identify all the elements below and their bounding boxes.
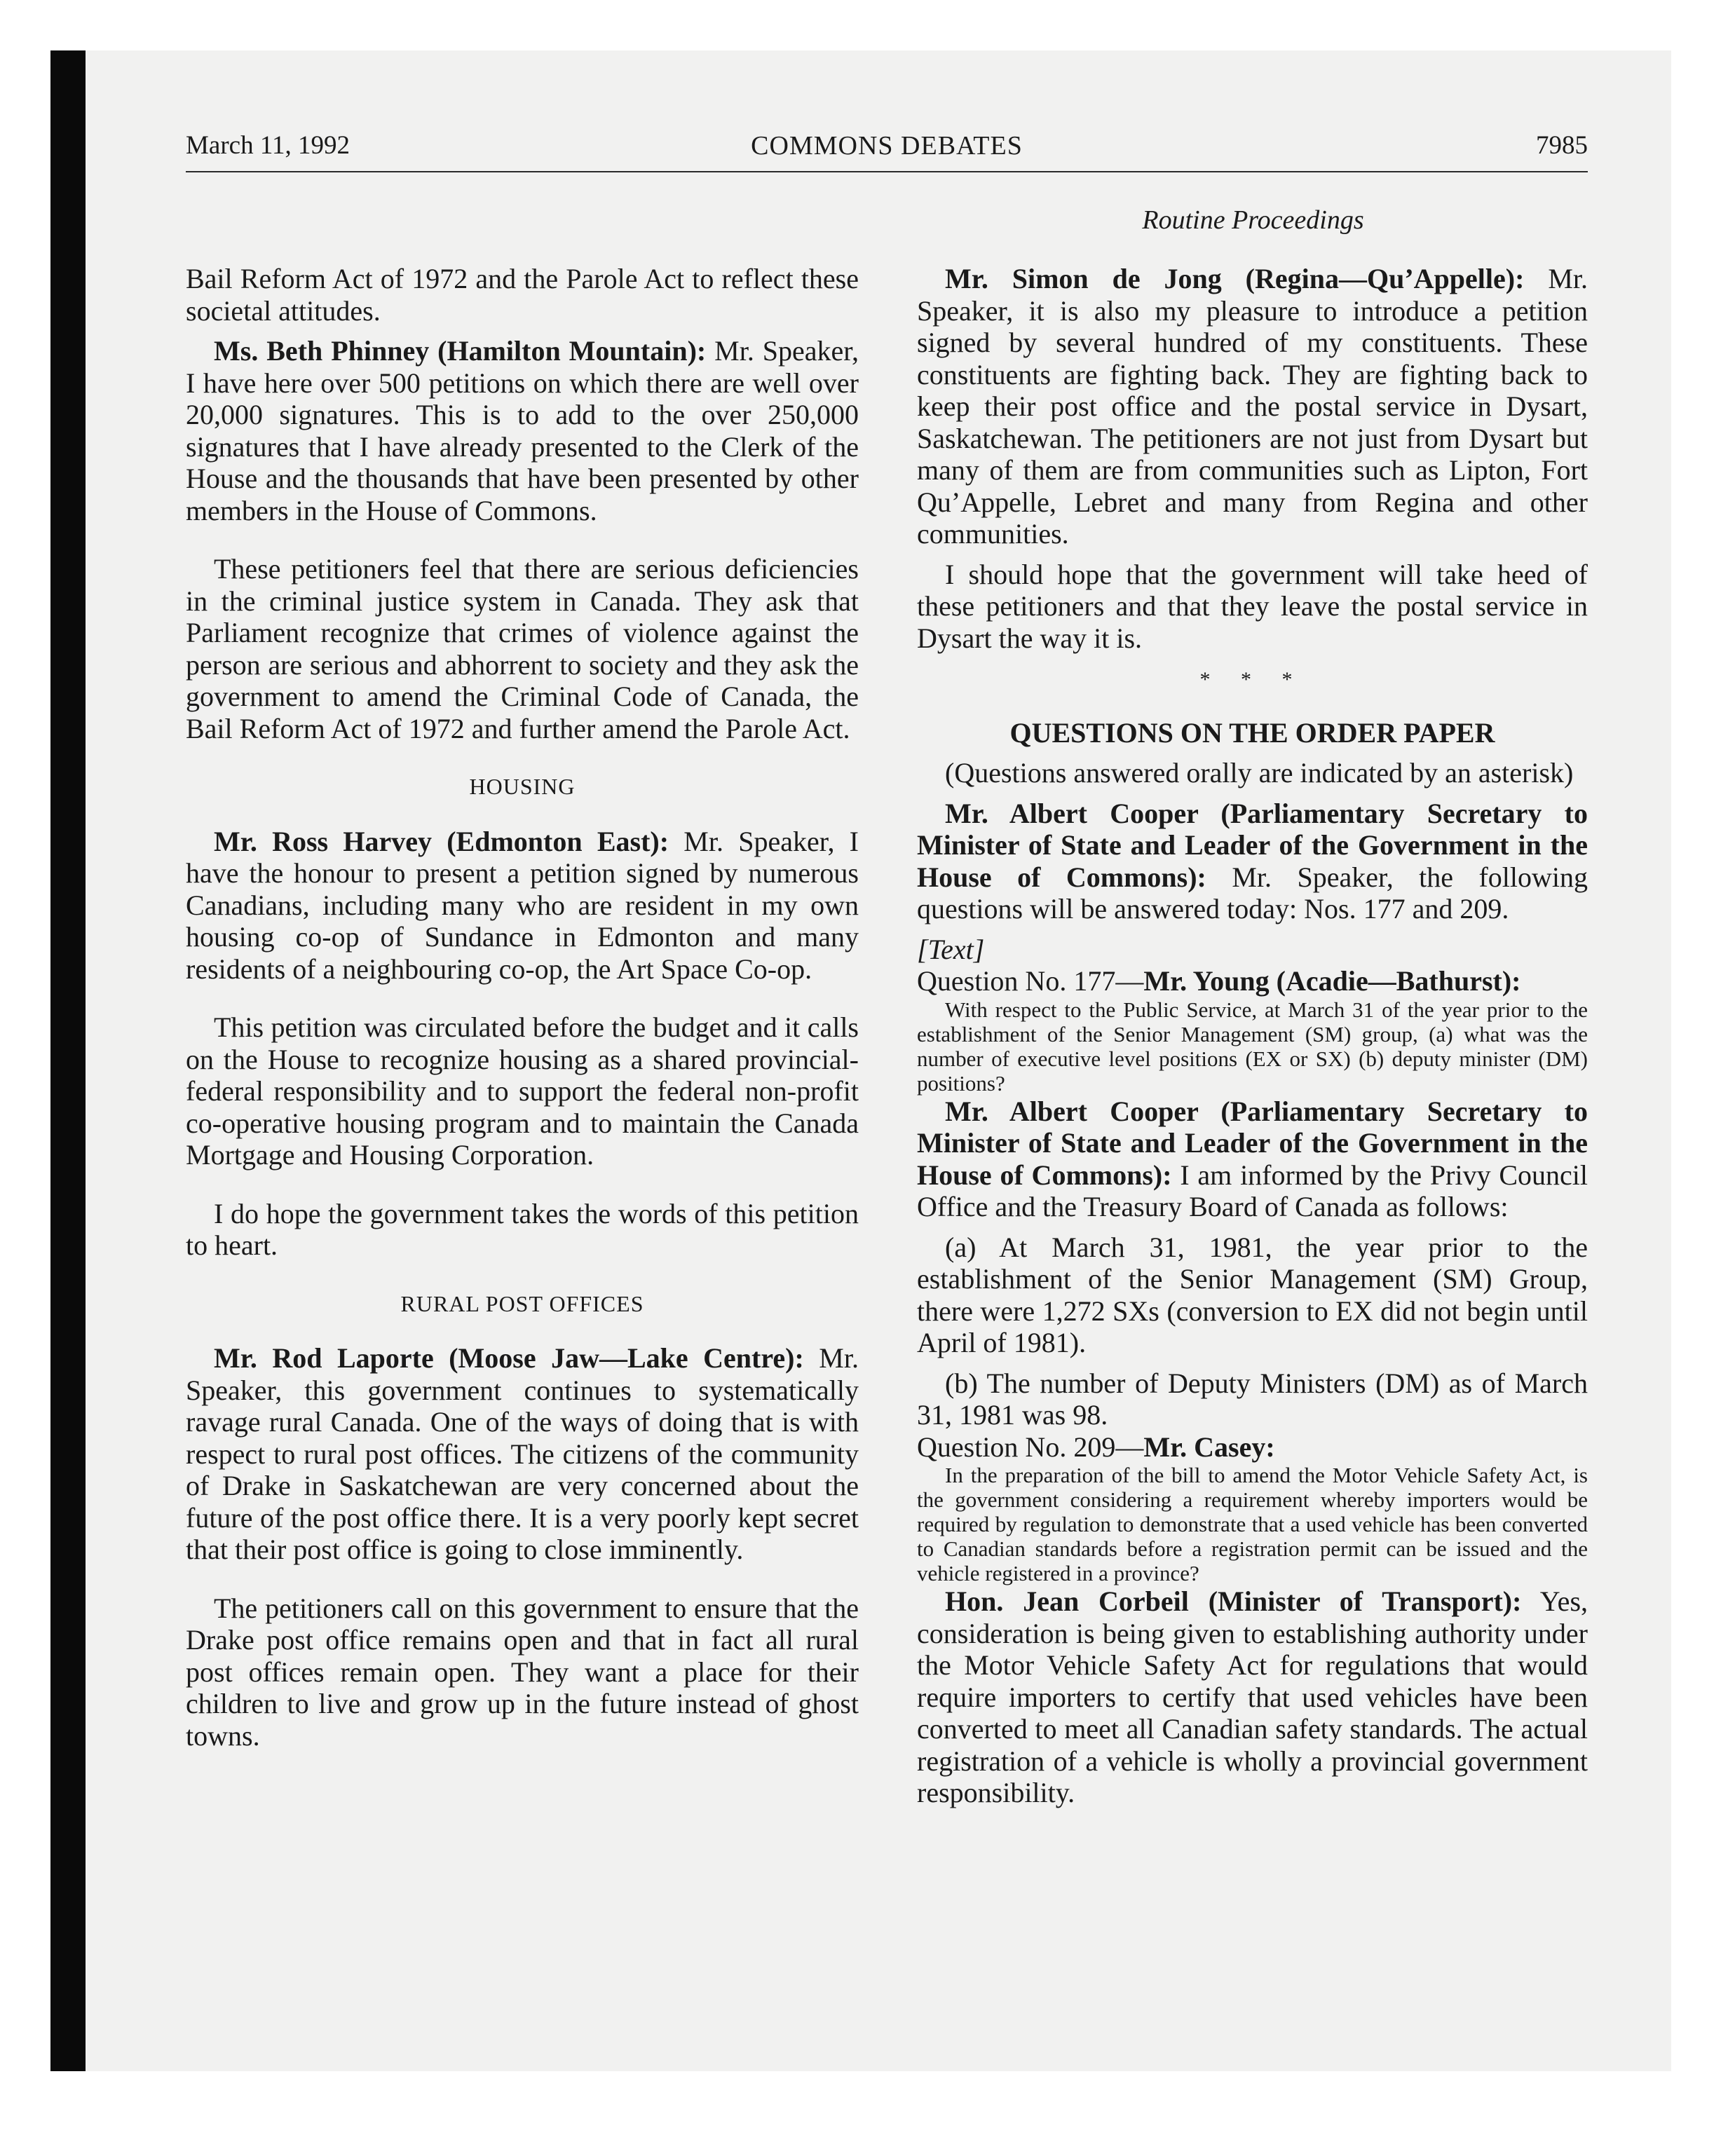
paragraph: (a) At March 31, 1981, the year prior to the establishment of the Senior Management (SM) Group, there were 1,272 SXs (conversion to EX did not begin until April of 1981). [917,1231,1588,1358]
paragraph [186,335,859,526]
paragraph: This petition was circulated before the budget and it calls on the House to recognize housing as a shared provincial-federal responsibility and to support the federal non-profit co-operative housing program and to maintain the Canada Mortgage and Housing Corporation. [186,1011,859,1171]
question-text: With respect to the Public Service, at March 31 of the year prior to the establishment of the Senior Management (SM) group, (a) what was the number of executive level positions (EX or SX) (b) deputy minister (DM) positions? [917,997,1588,1096]
paragraph [917,1585,1588,1809]
speaker-name: Mr. Ross Harvey (Edmonton East): [214,825,669,857]
speech-text: Mr. Speaker, I have here over 500 petitions on which there are well over 20,000 signatures. This is to add to the over 250,000 signatures that I have already presented to the Clerk of the House and the thousands that have been presented by other members in the House of Commons. [186,335,859,526]
speaker-name: Hon. Jean Corbeil (Minister of Transport): [945,1585,1522,1617]
question-heading [917,1431,1588,1464]
paragraph: (Questions answered orally are indicated by an asterisk) [945,757,1574,789]
section-heading-questions: QUESTIONS ON THE ORDER PAPER [1009,716,1495,749]
paragraph: I do hope the government takes the words of this petition to heart. [186,1197,859,1261]
paragraph [186,1342,859,1566]
speaker-name: Mr. Albert Cooper (Parliamentary Secretary to Minister of State and Leader of the Government in the House of Commons): [917,797,1588,893]
scan-edge-bar [50,50,86,2071]
speaker-name: Mr. Rod Laporte (Moose Jaw—Lake Centre): [214,1342,804,1374]
question-number: Question No. 209— [917,1431,1144,1463]
text-label: [Text] [917,933,985,965]
paragraph: I should hope that the government will take heed of these petitioners and that they leave the postal service in Dysart the way it is. [917,558,1588,654]
page-number: 7985 [1536,131,1588,160]
paragraph: Bail Reform Act of 1972 and the Parole Act to reflect these societal attitudes. [186,263,859,327]
running-head: Routine Proceedings [1142,205,1364,235]
speaker-name: Ms. Beth Phinney (Hamilton Mountain): [214,335,707,367]
header-date: March 11, 1992 [186,131,350,160]
speech-text: Mr. Speaker, this government continues to systematically ravage rural Canada. One of the ways of doing that is with respect to rural post offices. The citizens of the community of Drake in Saskatchewan are very concerned about the future of the post office there. It is a very poorly kept secret that their post office is going to close imminently. [186,1342,859,1565]
section-heading-rural-post-offices: RURAL POST OFFICES [400,1290,644,1316]
header-title: COMMONS DEBATES [751,131,1023,161]
paragraph: (b) The number of Deputy Ministers (DM) as of March 31, 1981 was 98. [917,1367,1588,1431]
right-column [917,263,1588,1809]
header-rule [186,171,1588,172]
section-separator-stars: * * * [1199,668,1305,691]
left-column [186,263,859,1752]
speaker-name: Mr. Albert Cooper (Parliamentary Secretary to Minister of State and Leader of the Government in the House of Commons): [917,1095,1588,1191]
question-heading [917,965,1588,997]
question-text: In the preparation of the bill to amend the Motor Vehicle Safety Act, is the government considering a requirement whereby importers would be required by regulation to demonstrate that a used vehicle has been converted to Canadian standards before a registration permit can be issued and the vehicle registered in a province? [917,1463,1588,1585]
speech-text: I am informed by the Privy Council Office and the Treasury Board of Canada as follows: [917,1159,1588,1222]
section-heading-housing: HOUSING [469,774,576,799]
speech-text: Mr. Speaker, the following questions will be answered today: Nos. 177 and 209. [917,861,1588,925]
speech-text: Mr. Speaker, it is also my pleasure to introduce a petition signed by several hundred of my constituents. These constituents are fighting back. They are fighting back to keep their post office and the postal service in Dysart, Saskatchewan. The petitioners are not just from Dysart but many of them are from communities such as Lipton, Fort Qu’Appelle, Lebret and many from Regina and other communities. [917,263,1588,550]
question-member: Mr. Young (Acadie—Bathurst): [1143,965,1521,997]
speech-text: Mr. Speaker, I have the honour to present a petition signed by numerous Canadians, including many who are resident in my own housing co-op of Sundance in Edmonton and many residents of a neighbouring co-op, the Art Space Co-op. [186,825,859,985]
speaker-name: Mr. Simon de Jong (Regina—Qu’Appelle): [945,263,1525,294]
paragraph [917,263,1588,550]
paragraph [917,1096,1588,1223]
question-member: Mr. Casey: [1143,1431,1275,1463]
paragraph [917,798,1588,925]
paragraph [186,826,859,985]
speech-text: Yes, consideration is being given to establishing authority under the Motor Vehicle Safety Act for regulations that would require importers to certify that used vehicles have been converted to meet all Canadian safety standards. The actual registration of a vehicle is wholly a provincial government responsibility. [917,1585,1588,1808]
paragraph: The petitioners call on this government to ensure that the Drake post office remains open and that in fact all rural post offices remain open. They want a place for their children to live and grow up in the future instead of ghost towns. [186,1592,859,1752]
paragraph: These petitioners feel that there are serious deficiencies in the criminal justice system in Canada. They ask that Parliament recognize that crimes of violence against the person are serious and abhorrent to society and they ask the government to amend the Criminal Code of Canada, the Bail Reform Act of 1972 and further amend the Parole Act. [186,553,859,744]
page-header [186,130,1588,172]
question-number: Question No. 177— [917,965,1144,997]
